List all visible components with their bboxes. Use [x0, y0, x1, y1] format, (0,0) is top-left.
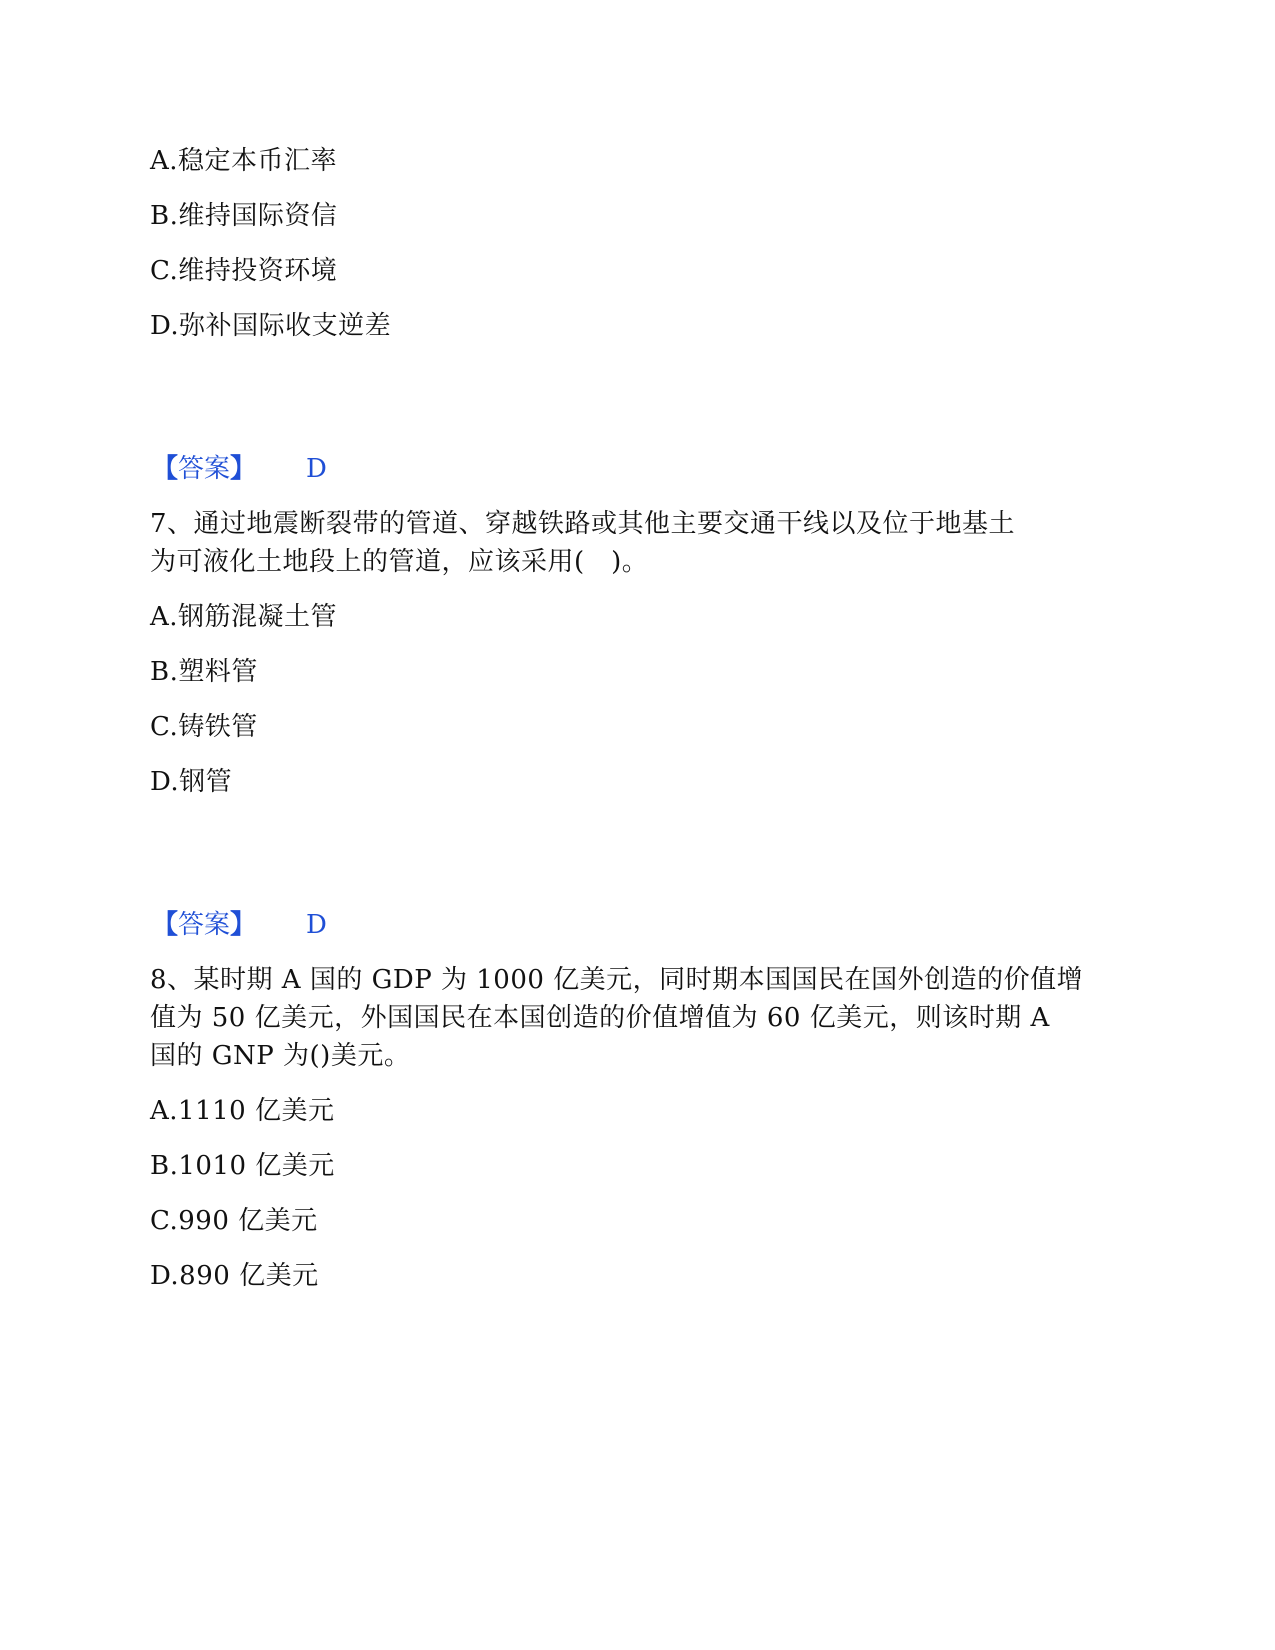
q6-answer — [152, 454, 327, 484]
q7-option-a: A.钢筋混凝土管 — [150, 602, 338, 632]
q8-stem-line-1: 8、某时期 A 国的 GDP 为 1000 亿美元，同时期本国国民在国外创造的价值增 — [150, 965, 1084, 995]
q7-stem-line-1: 7、通过地震断裂带的管道、穿越铁路或其他主要交通干线以及位于地基土 — [150, 509, 1016, 539]
answer-value: D — [306, 910, 327, 940]
q6-option-a: A.稳定本币汇率 — [150, 146, 338, 176]
answer-label: 答案 — [178, 454, 231, 484]
q8-option-b: B.1010 亿美元 — [150, 1151, 335, 1181]
answer-value: D — [306, 454, 327, 484]
answer-bracket-close: 】 — [230, 454, 257, 484]
answer-bracket-open: 【 — [152, 454, 179, 484]
q6-option-c: C.维持投资环境 — [150, 256, 338, 286]
q6-option-d: D.弥补国际收支逆差 — [150, 311, 392, 341]
q8-stem-line-3: 国的 GNP 为()美元。 — [150, 1041, 411, 1071]
answer-label: 答案 — [178, 910, 231, 940]
q7-stem-line-2: 为可液化土地段上的管道，应该采用( )。 — [150, 547, 649, 577]
q7-answer — [152, 910, 327, 940]
q7-option-b: B.塑料管 — [150, 657, 258, 687]
q8-option-a: A.1110 亿美元 — [150, 1096, 335, 1126]
q7-option-c: C.铸铁管 — [150, 712, 258, 742]
q8-stem-line-2: 值为 50 亿美元，外国国民在本国创造的价值增值为 60 亿美元，则该时期 A — [150, 1003, 1050, 1033]
q6-option-b: B.维持国际资信 — [150, 201, 338, 231]
q7-option-d: D.钢管 — [150, 767, 233, 797]
answer-bracket-close: 】 — [230, 910, 257, 940]
q8-option-d: D.890 亿美元 — [150, 1261, 319, 1291]
answer-bracket-open: 【 — [152, 910, 179, 940]
q8-option-c: C.990 亿美元 — [150, 1206, 318, 1236]
